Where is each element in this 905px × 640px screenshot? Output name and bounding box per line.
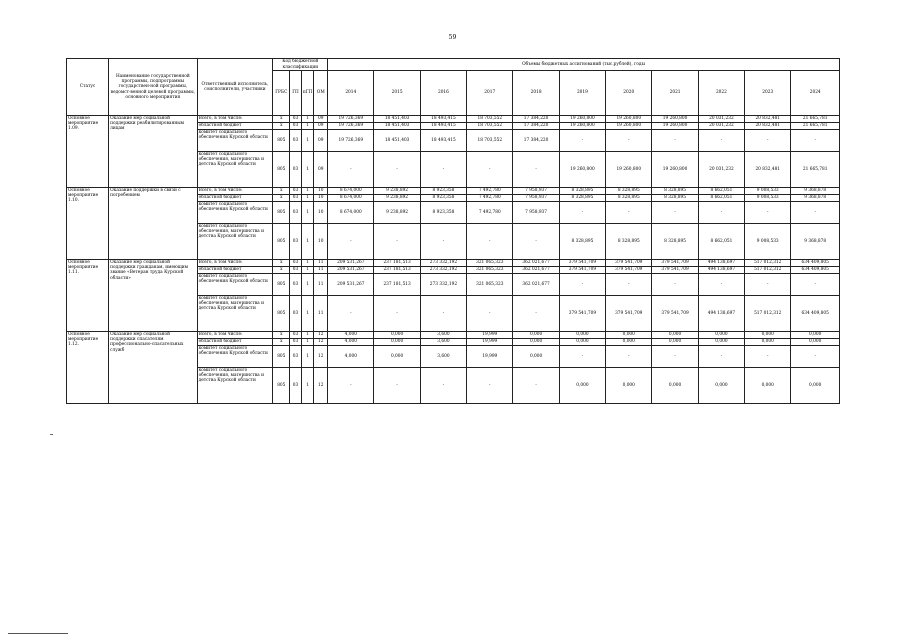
cell-value: 237 181,513: [374, 260, 420, 267]
cell-gp: 03: [290, 267, 302, 274]
cell-value: -: [513, 296, 559, 332]
cell-value: 20 832,481: [745, 152, 791, 188]
table-row: [67, 332, 840, 339]
cell-status: Основное мероприятие 1.11.: [67, 260, 109, 332]
cell-value: 9 238,892: [374, 195, 420, 202]
cell-value: 19 726,369: [328, 123, 374, 130]
cell-om: 11: [314, 274, 328, 296]
cell-value: -: [467, 152, 513, 188]
cell-value: 0,000: [745, 339, 791, 346]
cell-value: 20 832,481: [745, 116, 791, 123]
cell-value: 634 409,805: [791, 260, 840, 267]
cell-pgp: 1: [301, 368, 314, 404]
cell-value: 8 674,000: [328, 202, 374, 224]
cell-value: 4,000: [328, 339, 374, 346]
cell-value: 8 328,895: [606, 188, 652, 195]
cell-value: 0,000: [606, 368, 652, 404]
cell-value: 237 181,513: [374, 267, 420, 274]
cell-value: 4,000: [328, 346, 374, 368]
cell-value: 321 065,323: [467, 260, 513, 267]
cell-responsible: комитет социального обеспечения Курской области: [197, 130, 273, 152]
cell-value: 379 541,709: [652, 267, 698, 274]
cell-value: 0,000: [559, 332, 605, 339]
cell-om: 12: [314, 368, 328, 404]
cell-value: 0,000: [652, 332, 698, 339]
cell-grbs: х: [273, 267, 290, 274]
cell-gp: 03: [290, 346, 302, 368]
cell-gp: 03: [290, 123, 302, 130]
cell-value: 0,000: [652, 368, 698, 404]
cell-pgp: 1: [301, 224, 314, 260]
header-year-3: 2017: [467, 71, 513, 116]
cell-responsible: областной бюджет: [197, 267, 273, 274]
cell-grbs: 805: [273, 346, 290, 368]
cell-om: 11: [314, 260, 328, 267]
cell-pgp: 1: [301, 195, 314, 202]
cell-value: -: [559, 274, 605, 296]
cell-value: -: [374, 152, 420, 188]
cell-value: 18 493,415: [420, 116, 466, 123]
cell-value: 0,000: [374, 332, 420, 339]
cell-value: 8 328,895: [559, 188, 605, 195]
cell-gp: 03: [290, 130, 302, 152]
cell-value: 8 328,895: [652, 224, 698, 260]
cell-value: -: [513, 368, 559, 404]
cell-value: 20 832,481: [745, 123, 791, 130]
cell-value: 19 260,800: [652, 116, 698, 123]
cell-value: 0,000: [513, 332, 559, 339]
cell-pgp: 1: [301, 152, 314, 188]
header-year-10: 2024: [791, 71, 840, 116]
cell-value: 19,999: [467, 346, 513, 368]
cell-value: -: [745, 202, 791, 224]
cell-pgp: 1: [301, 332, 314, 339]
header-year-8: 2022: [698, 71, 744, 116]
cell-grbs: х: [273, 116, 290, 123]
cell-value: 379 541,709: [652, 296, 698, 332]
header-year-4: 2018: [513, 71, 559, 116]
cell-value: -: [606, 130, 652, 152]
cell-value: -: [374, 368, 420, 404]
cell-grbs: х: [273, 332, 290, 339]
cell-pgp: 1: [301, 267, 314, 274]
cell-gp: 03: [290, 195, 302, 202]
cell-value: 9 238,892: [374, 188, 420, 195]
cell-grbs: х: [273, 339, 290, 346]
cell-om: 11: [314, 267, 328, 274]
cell-om: 10: [314, 224, 328, 260]
cell-value: -: [791, 130, 840, 152]
header-year-0: 2014: [328, 71, 374, 116]
cell-value: -: [328, 152, 374, 188]
cell-value: -: [698, 202, 744, 224]
cell-name: Оказание мер социальной поддержки спасателям профессионально-спасательных служб: [109, 332, 197, 404]
cell-value: -: [606, 346, 652, 368]
cell-value: 379 541,709: [559, 260, 605, 267]
cell-grbs: 805: [273, 152, 290, 188]
cell-grbs: 805: [273, 202, 290, 224]
cell-value: 209 531,267: [328, 267, 374, 274]
cell-value: 8 662,051: [698, 188, 744, 195]
cell-responsible: комитет социального обеспечения, материнства и детства Курской области: [197, 152, 273, 188]
cell-value: -: [791, 346, 840, 368]
cell-value: 209 531,267: [328, 260, 374, 267]
cell-value: 9 238,892: [374, 202, 420, 224]
cell-responsible: областной бюджет: [197, 123, 273, 130]
cell-value: 9 008,533: [745, 195, 791, 202]
cell-value: 0,000: [559, 368, 605, 404]
cell-value: 17 384,220: [513, 130, 559, 152]
cell-value: 3,600: [420, 332, 466, 339]
cell-value: -: [606, 274, 652, 296]
table-header: [67, 59, 840, 116]
cell-value: 0,000: [513, 346, 559, 368]
cell-om: 09: [314, 152, 328, 188]
cell-value: -: [745, 130, 791, 152]
cell-value: 273 332,192: [420, 267, 466, 274]
cell-value: -: [513, 224, 559, 260]
cell-value: 0,000: [606, 332, 652, 339]
cell-value: 21 665,781: [791, 152, 840, 188]
cell-value: -: [559, 346, 605, 368]
cell-value: 0,000: [559, 339, 605, 346]
cell-value: -: [791, 274, 840, 296]
cell-value: 379 541,709: [559, 296, 605, 332]
cell-value: 362 021,677: [513, 267, 559, 274]
cell-responsible: областной бюджет: [197, 195, 273, 202]
table-row: [67, 116, 840, 123]
cell-responsible: комитет социального обеспечения, материнства и детства Курской области: [197, 224, 273, 260]
cell-value: 8 662,051: [698, 195, 744, 202]
cell-value: 517 012,312: [745, 296, 791, 332]
cell-value: 18 703,552: [467, 130, 513, 152]
cell-responsible: Всего, в том числе:: [197, 332, 273, 339]
cell-value: 8 923,358: [420, 188, 466, 195]
budget-table: [66, 58, 840, 404]
cell-grbs: х: [273, 260, 290, 267]
cell-pgp: 1: [301, 274, 314, 296]
cell-value: 0,000: [791, 368, 840, 404]
cell-value: -: [791, 202, 840, 224]
cell-value: 0,000: [745, 368, 791, 404]
cell-value: 0,000: [698, 332, 744, 339]
cell-gp: 03: [290, 274, 302, 296]
cell-value: -: [467, 224, 513, 260]
cell-om: 10: [314, 188, 328, 195]
cell-value: -: [420, 296, 466, 332]
cell-value: 8 923,358: [420, 195, 466, 202]
cell-value: 0,000: [745, 332, 791, 339]
header-status: Статус: [67, 59, 109, 116]
cell-value: 379 541,709: [559, 267, 605, 274]
cell-value: 7 958,937: [513, 195, 559, 202]
cell-om: 09: [314, 123, 328, 130]
header-year-7: 2021: [652, 71, 698, 116]
header-code-3: ОМ: [314, 71, 328, 116]
cell-pgp: 1: [301, 346, 314, 368]
cell-gp: 03: [290, 368, 302, 404]
cell-value: 19 260,800: [652, 123, 698, 130]
cell-value: -: [652, 202, 698, 224]
cell-om: 12: [314, 332, 328, 339]
cell-value: -: [513, 152, 559, 188]
cell-om: 11: [314, 296, 328, 332]
cell-value: -: [559, 130, 605, 152]
cell-gp: 03: [290, 339, 302, 346]
cell-value: 19 260,800: [559, 116, 605, 123]
cell-pgp: 1: [301, 260, 314, 267]
cell-value: 634 409,805: [791, 296, 840, 332]
cell-value: 321 065,323: [467, 274, 513, 296]
cell-pgp: 1: [301, 116, 314, 123]
cell-value: 8 328,895: [606, 224, 652, 260]
cell-gp: 03: [290, 332, 302, 339]
cell-value: 19 726,369: [328, 130, 374, 152]
cell-grbs: 805: [273, 224, 290, 260]
cell-value: 0,000: [791, 339, 840, 346]
cell-value: 19 260,800: [652, 152, 698, 188]
header-year-9: 2023: [745, 71, 791, 116]
cell-value: 18 451,403: [374, 130, 420, 152]
cell-name: Оказание поддержки в связи с погребением: [109, 188, 197, 260]
header-responsible: Ответственный исполнитель, соисполнители, участники: [197, 59, 273, 116]
cell-value: 273 332,192: [420, 260, 466, 267]
cell-value: 18 493,415: [420, 130, 466, 152]
cell-value: 517 012,312: [745, 267, 791, 274]
cell-om: 09: [314, 116, 328, 123]
cell-value: -: [467, 296, 513, 332]
cell-value: 8 328,895: [652, 195, 698, 202]
cell-value: 18 493,415: [420, 123, 466, 130]
cell-responsible: Всего, в том числе:: [197, 116, 273, 123]
cell-value: 9 368,878: [791, 188, 840, 195]
cell-value: 0,000: [698, 339, 744, 346]
cell-gp: 03: [290, 116, 302, 123]
header-year-5: 2019: [559, 71, 605, 116]
cell-value: 19 260,800: [606, 152, 652, 188]
cell-grbs: х: [273, 195, 290, 202]
cell-value: 8 923,358: [420, 202, 466, 224]
cell-value: 19 726,369: [328, 116, 374, 123]
cell-responsible: комитет социального обеспечения Курской области: [197, 346, 273, 368]
cell-pgp: 1: [301, 188, 314, 195]
cell-value: 0,000: [652, 339, 698, 346]
header-name: Наименование государственной программы, подпрограммы государствен-ной программы, ведомст-венной целевой программы, основного мероприятия: [109, 59, 197, 116]
cell-value: 19,999: [467, 332, 513, 339]
cell-value: -: [652, 130, 698, 152]
header-code-0: ГРБС: [273, 71, 290, 116]
cell-value: 18 451,403: [374, 123, 420, 130]
cell-value: 20 031,232: [698, 152, 744, 188]
cell-value: 494 138,697: [698, 267, 744, 274]
cell-pgp: 1: [301, 339, 314, 346]
cell-om: 10: [314, 195, 328, 202]
cell-responsible: комитет социального обеспечения Курской области: [197, 202, 273, 224]
header-year-6: 2020: [606, 71, 652, 116]
cell-value: -: [328, 368, 374, 404]
cell-value: 9 008,533: [745, 224, 791, 260]
cell-value: 20 031,232: [698, 116, 744, 123]
cell-value: 379 541,709: [652, 260, 698, 267]
cell-value: 362 021,677: [513, 260, 559, 267]
cell-value: 18 703,552: [467, 123, 513, 130]
cell-value: 494 138,697: [698, 260, 744, 267]
cell-value: 8 674,000: [328, 195, 374, 202]
header-code-1: ГП: [290, 71, 302, 116]
cell-value: 8 662,051: [698, 224, 744, 260]
cell-value: 3,600: [420, 346, 466, 368]
cell-value: 379 541,709: [606, 296, 652, 332]
cell-status: Основное мероприятие 1.10.: [67, 188, 109, 260]
cell-value: -: [698, 346, 744, 368]
cell-value: 21 665,781: [791, 123, 840, 130]
cell-value: 379 541,709: [606, 260, 652, 267]
cell-value: 8 328,895: [559, 224, 605, 260]
cell-value: 9 008,533: [745, 188, 791, 195]
cell-value: 8 328,895: [652, 188, 698, 195]
cell-gp: 03: [290, 224, 302, 260]
cell-value: -: [698, 274, 744, 296]
cell-value: 9 368,878: [791, 224, 840, 260]
cell-value: 0,000: [513, 339, 559, 346]
cell-value: 0,000: [698, 368, 744, 404]
cell-value: 17 384,220: [513, 116, 559, 123]
cell-value: 0,000: [374, 339, 420, 346]
page-number: 59: [448, 34, 457, 41]
margin-mark: [50, 434, 53, 435]
cell-value: 18 451,403: [374, 116, 420, 123]
cell-value: -: [745, 346, 791, 368]
cell-value: -: [420, 224, 466, 260]
cell-om: 10: [314, 202, 328, 224]
cell-name: Оказание мер социальной поддержки реабилитированным лицам: [109, 116, 197, 188]
cell-value: 362 021,677: [513, 274, 559, 296]
cell-value: 3,600: [420, 339, 466, 346]
cell-value: 273 332,192: [420, 274, 466, 296]
cell-grbs: 805: [273, 274, 290, 296]
cell-value: -: [652, 346, 698, 368]
cell-name: Оказание мер социальной поддержки гражданам, имеющим звание «Ветеран труда Курской области»: [109, 260, 197, 332]
cell-value: 0,000: [606, 339, 652, 346]
cell-grbs: х: [273, 123, 290, 130]
cell-value: 7 492,780: [467, 195, 513, 202]
cell-gp: 03: [290, 188, 302, 195]
cell-responsible: областной бюджет: [197, 339, 273, 346]
header-year-2: 2016: [420, 71, 466, 116]
cell-value: 19 260,800: [559, 152, 605, 188]
cell-responsible: Всего, в том числе:: [197, 188, 273, 195]
cell-grbs: 805: [273, 296, 290, 332]
cell-gp: 03: [290, 152, 302, 188]
cell-value: 8 328,895: [559, 195, 605, 202]
header-code-group: Код бюджетной классификации: [273, 59, 328, 71]
cell-pgp: 1: [301, 296, 314, 332]
cell-value: -: [420, 152, 466, 188]
cell-value: 21 665,781: [791, 116, 840, 123]
cell-om: 12: [314, 339, 328, 346]
cell-value: 517 012,312: [745, 260, 791, 267]
cell-value: -: [745, 274, 791, 296]
cell-value: 209 531,267: [328, 274, 374, 296]
cell-responsible: Всего, в том числе:: [197, 260, 273, 267]
cell-pgp: 1: [301, 202, 314, 224]
cell-responsible: комитет социального обеспечения Курской области: [197, 274, 273, 296]
cell-value: 7 492,780: [467, 188, 513, 195]
cell-value: -: [374, 296, 420, 332]
cell-value: -: [559, 202, 605, 224]
cell-value: 7 958,937: [513, 202, 559, 224]
cell-gp: 03: [290, 296, 302, 332]
cell-value: -: [328, 296, 374, 332]
table-body: [67, 116, 840, 404]
cell-value: 634 409,805: [791, 267, 840, 274]
table-row: [67, 188, 840, 195]
cell-value: -: [328, 224, 374, 260]
footer-line: [8, 633, 68, 634]
header-year-1: 2015: [374, 71, 420, 116]
cell-value: 8 328,895: [606, 195, 652, 202]
cell-value: 19,999: [467, 339, 513, 346]
cell-value: 19 260,800: [606, 116, 652, 123]
cell-value: -: [606, 202, 652, 224]
cell-value: 237 181,513: [374, 274, 420, 296]
cell-value: 0,000: [374, 346, 420, 368]
header-volumes-group: Объемы бюджетных ассигнований (тыс.рублей), годы: [328, 59, 840, 71]
cell-grbs: 805: [273, 130, 290, 152]
cell-value: -: [698, 130, 744, 152]
cell-gp: 03: [290, 260, 302, 267]
cell-value: 8 674,000: [328, 188, 374, 195]
cell-value: 19 260,800: [606, 123, 652, 130]
cell-value: 7 958,937: [513, 188, 559, 195]
cell-status: Основное мероприятие 1.09.: [67, 116, 109, 188]
cell-value: 9 368,878: [791, 195, 840, 202]
cell-value: 494 138,697: [698, 296, 744, 332]
header-code-2: пГП: [301, 71, 314, 116]
table-row: [67, 260, 840, 267]
cell-pgp: 1: [301, 130, 314, 152]
cell-om: 09: [314, 130, 328, 152]
cell-value: 7 492,780: [467, 202, 513, 224]
cell-value: -: [374, 224, 420, 260]
cell-value: 20 031,232: [698, 123, 744, 130]
cell-value: 19 260,800: [559, 123, 605, 130]
cell-om: 12: [314, 346, 328, 368]
cell-pgp: 1: [301, 123, 314, 130]
cell-responsible: комитет социального обеспечения, материнства и детства Курской области: [197, 296, 273, 332]
cell-responsible: комитет социального обеспечения, материнства и детства Курской области: [197, 368, 273, 404]
cell-gp: 03: [290, 202, 302, 224]
cell-value: 4,000: [328, 332, 374, 339]
cell-value: 0,000: [791, 332, 840, 339]
cell-grbs: 805: [273, 368, 290, 404]
cell-value: 17 384,220: [513, 123, 559, 130]
cell-value: -: [467, 368, 513, 404]
cell-value: -: [420, 368, 466, 404]
cell-value: -: [652, 274, 698, 296]
cell-value: 18 703,552: [467, 116, 513, 123]
cell-value: 379 541,709: [606, 267, 652, 274]
cell-grbs: х: [273, 188, 290, 195]
cell-status: Основное мероприятие 1.12.: [67, 332, 109, 404]
cell-value: 321 065,323: [467, 267, 513, 274]
